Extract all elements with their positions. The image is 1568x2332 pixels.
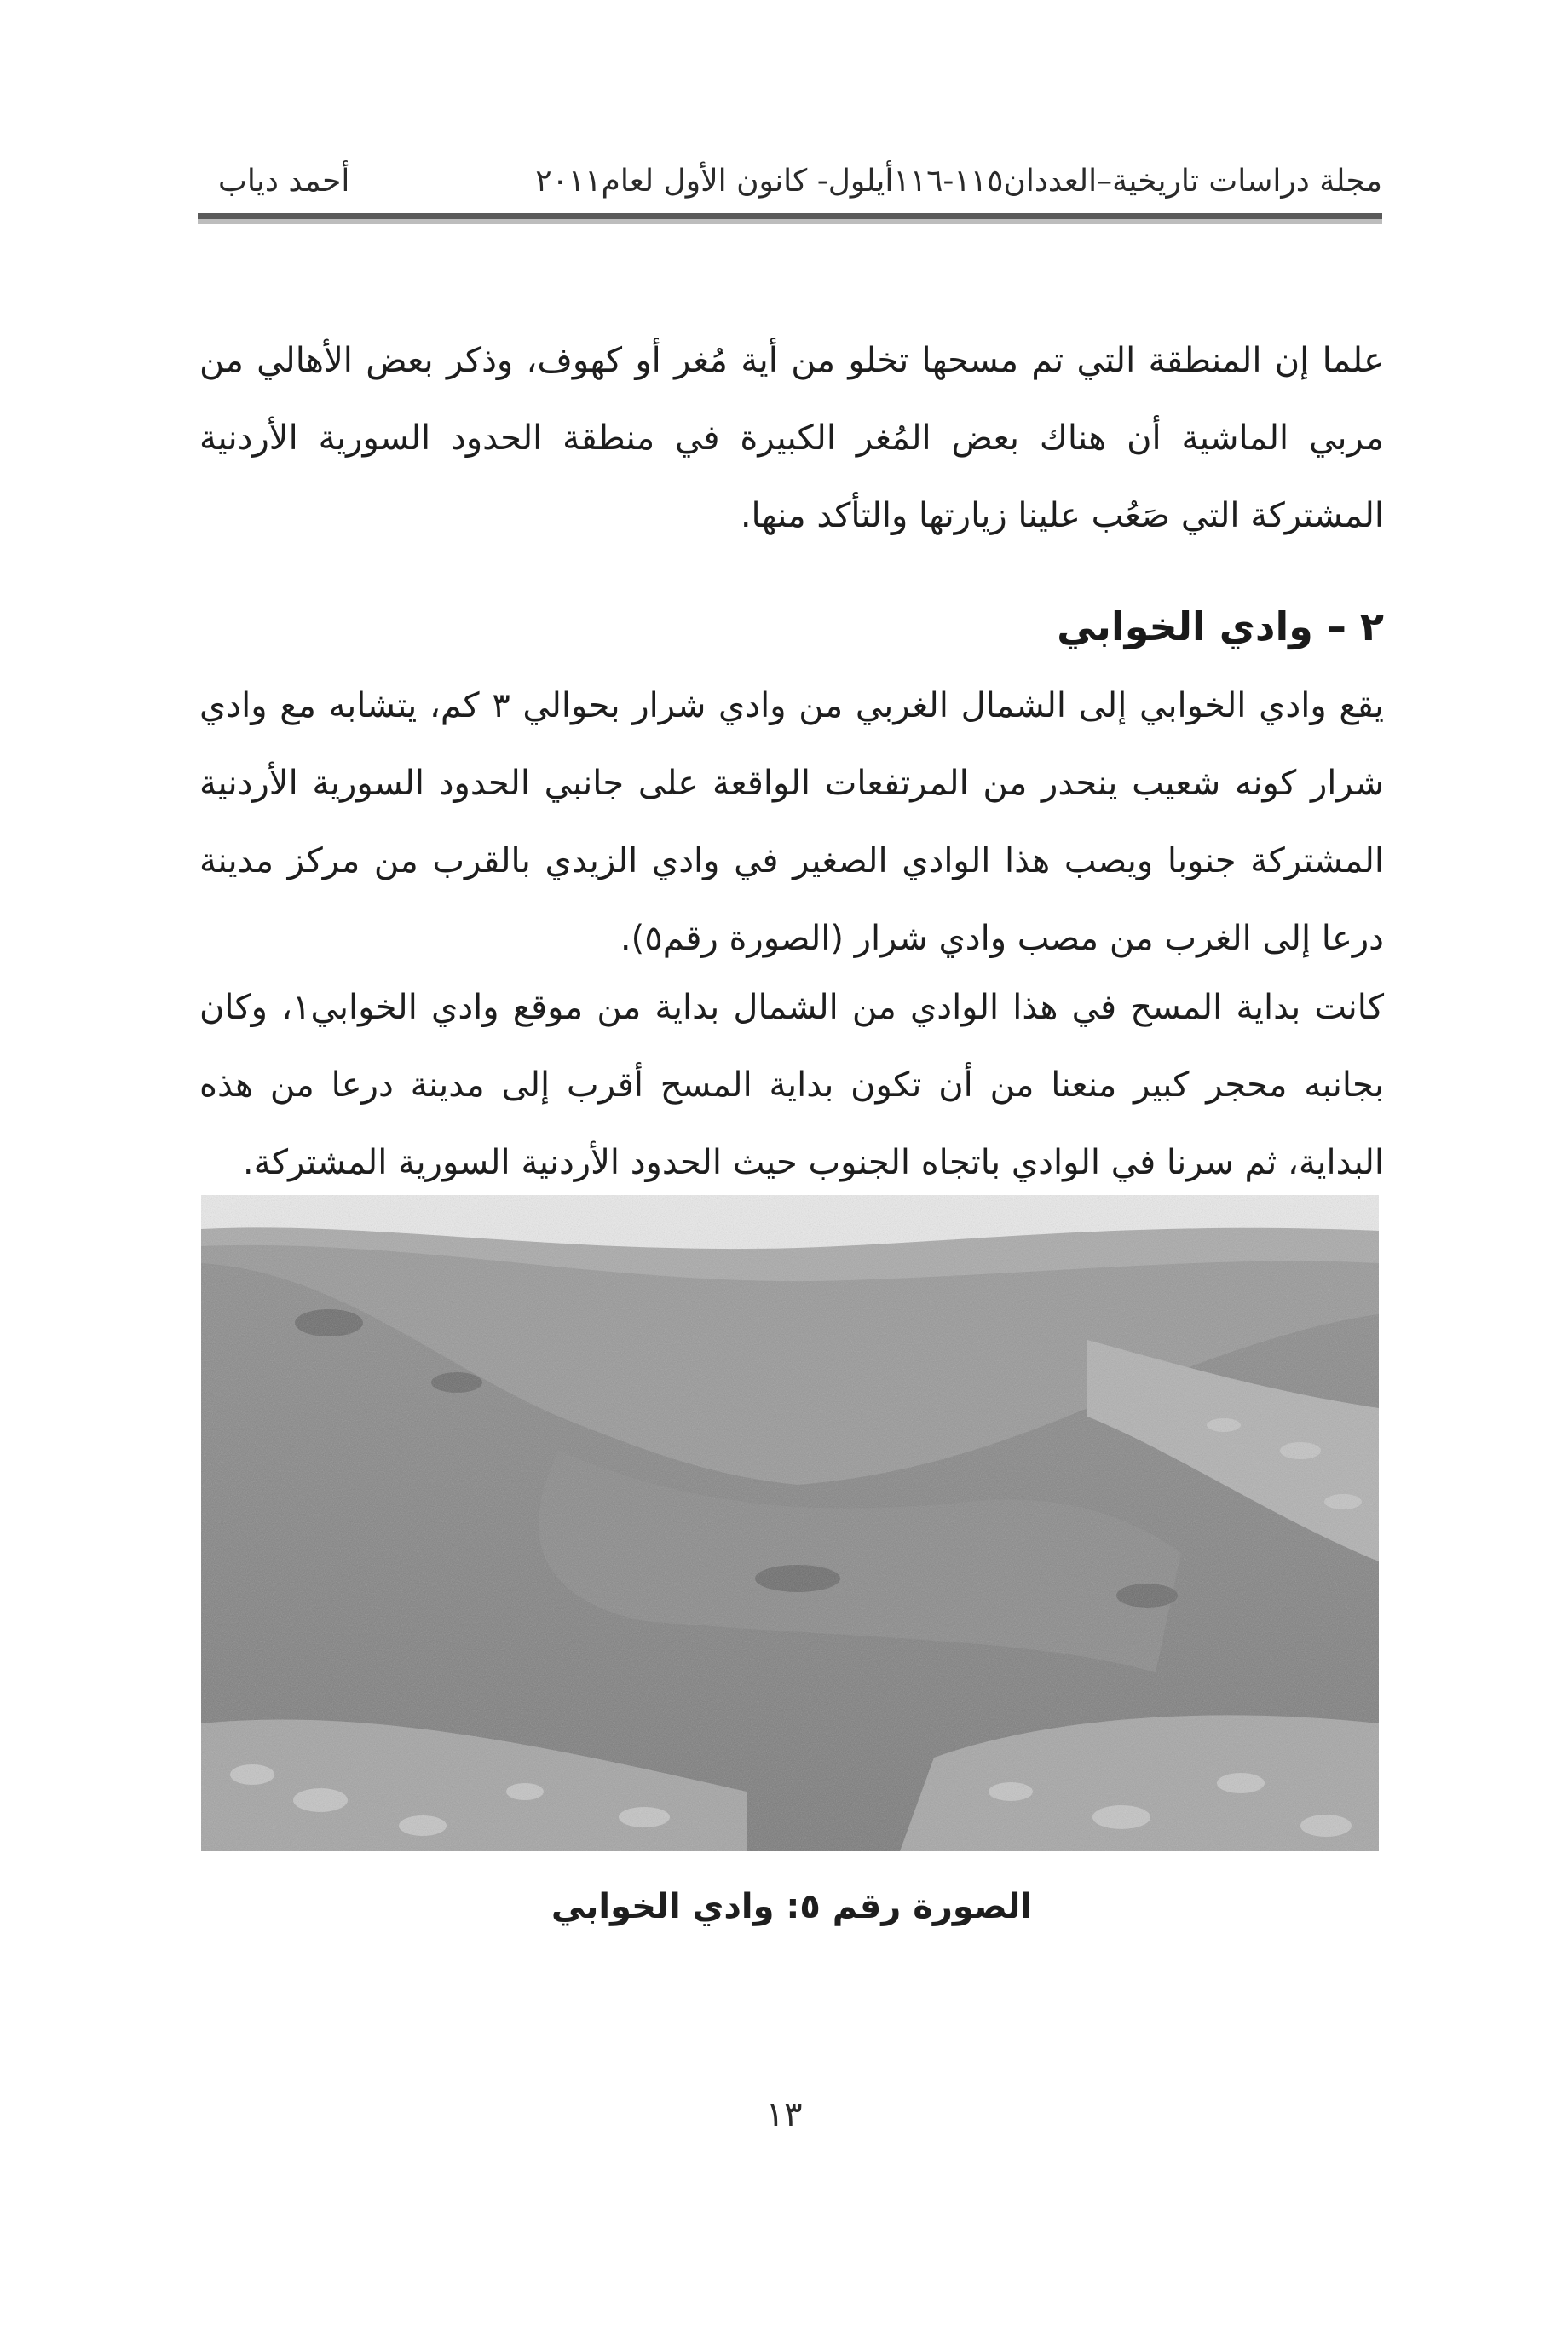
wadi-photo	[201, 1195, 1379, 1851]
page-header	[198, 164, 1382, 234]
paragraph-survey: كانت بداية المسح في هذا الوادي من الشمال بداية من موقع وادي الخوابي١، وكان بجانبه محجر كبير منعنا من أن تكون بداية المسح أقرب إلى مدينة درعا من هذه البداية، ثم سرنا في الوادي باتجاه الجنوب حيث الحدود الأردنية السورية المشتركة.	[199, 988, 1385, 1182]
section-heading: ٢ – وادي الخوابي	[1057, 603, 1384, 649]
author-name: أحمد دياب	[218, 164, 350, 199]
page-number: ١٣	[765, 2095, 803, 2134]
journal-title: مجلة دراسات تاريخية–العددان١١٥-١١٦أيلول- كانون الأول لعام٢٠١١	[535, 164, 1382, 199]
paragraph-location: يقع وادي الخوابي إلى الشمال الغربي من وادي شرار بحوالي ٣ كم، يتشابه مع وادي شرار كونه شعيب ينحدر من المرتفعات الواقعة على جانبي الحدود السورية الأردنية المشتركة جنوبا ويصب هذا الوادي الصغير في وادي الزيدي بالقرب من مركز مدينة درعا إلى الغرب من مصب وادي شرار (الصورة رقم٥).	[199, 686, 1384, 958]
figure-caption: الصورة رقم ٥: وادي الخوابي	[551, 1887, 1033, 1926]
header-rule	[198, 213, 1382, 224]
paragraph-caves: علما إن المنطقة التي تم مسحها تخلو من أية مُغر أو كهوف، وذكر بعض الأهالي من مربي الماشية أن هناك بعض المُغر الكبيرة في منطقة الحدود السورية الأردنية المشتركة التي صَعُب علينا زيارتها والتأكد منها.	[199, 341, 1384, 535]
